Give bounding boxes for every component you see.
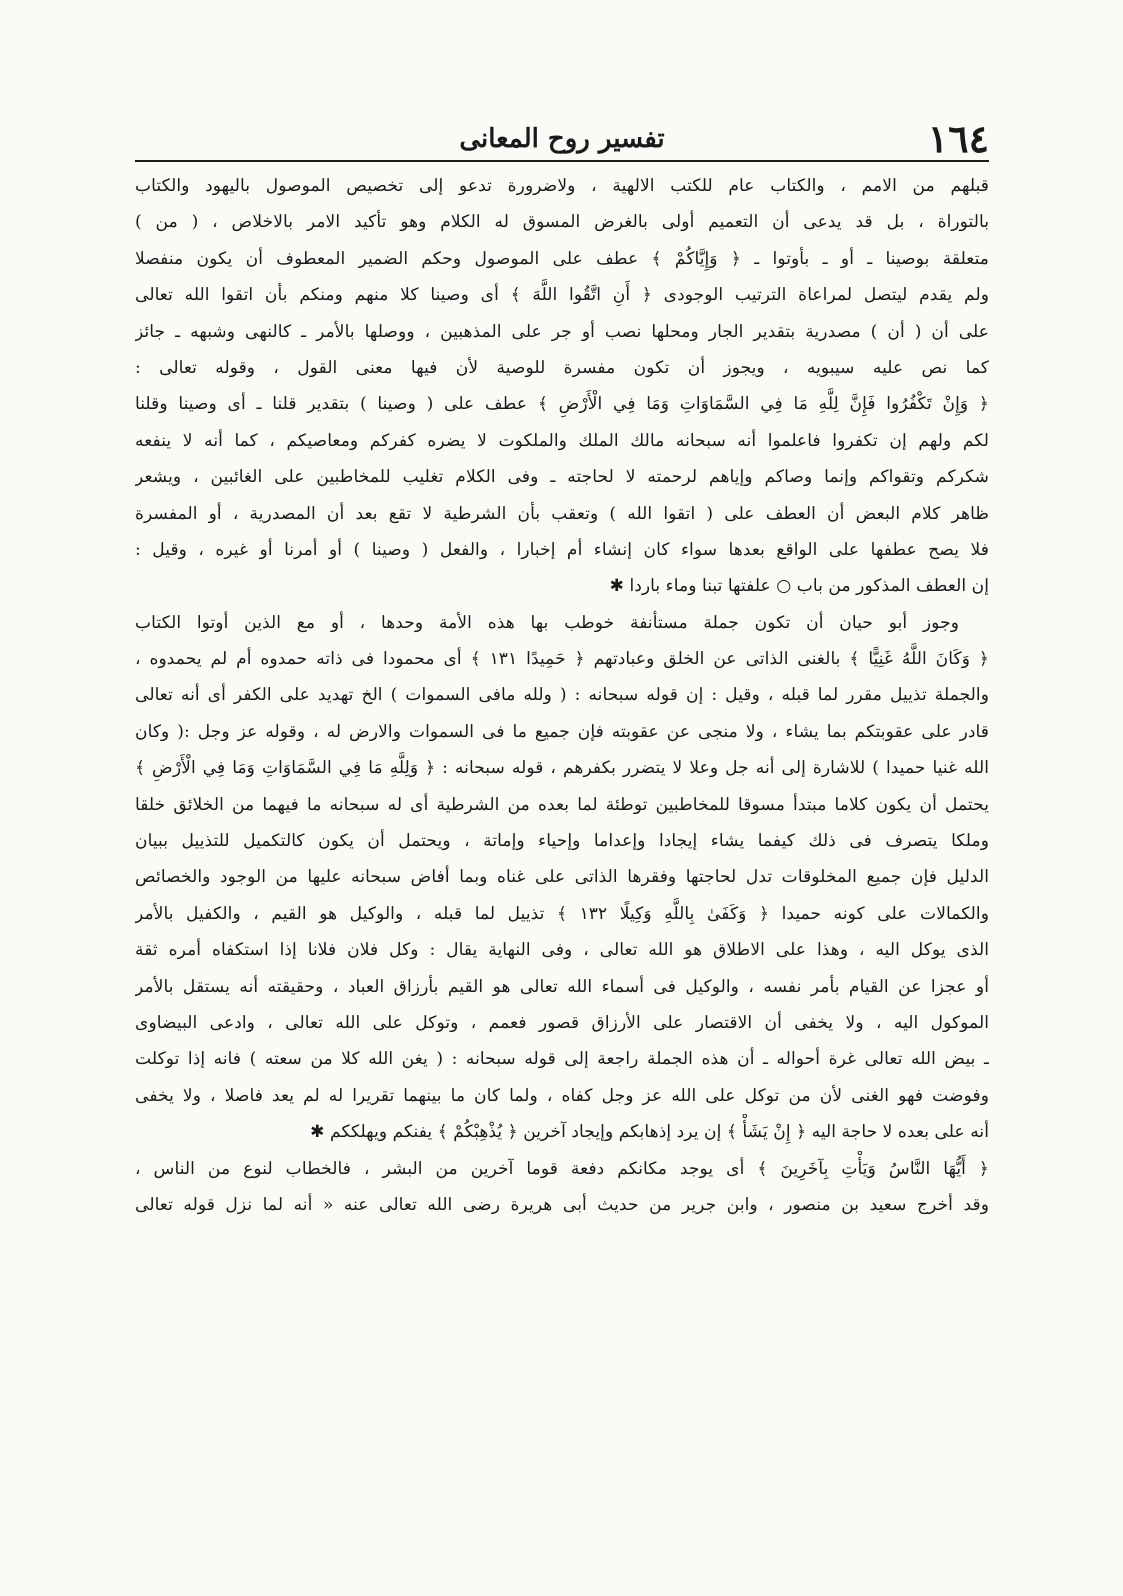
text-line: بالتوراة ، بل قد يدعى أن التعميم أولى بالغرض المسوق له الكلام وهو تأكيد الامر بالاخلاص ، ( من ): [135, 212, 989, 233]
text-line: وملكا يتصرف فى ذلك كيفما يشاء إيجادا وإعداما وإحياء وإماتة ، ويحتمل أن يكون كالتكميل للتذييل ببيان: [135, 831, 989, 852]
text-line: وقد أخرج سعيد بن منصور ، وابن جرير من حديث أبى هريرة رضى الله تعالى عنه « أنه لما نزل قوله تعالى: [135, 1194, 989, 1215]
text-line: والكمالات على كونه حميدا ﴿ وَكَفَىٰ بِاللَّهِ وَكِيلًا ١٣٢ ﴾ تذييل لما قبله ، والوكيل هو القيم ، والكفيل بالأمر: [135, 903, 989, 924]
text-line: أو عجزا عن القيام بأمر نفسه ، والوكيل فى أسماء الله تعالى هو القيم بأرزاق العباد ، وحقيقته أنه يستقل بالأمر: [135, 976, 989, 997]
text-line: قادر على عقوبتكم بما يشاء ، ولا منجى عن عقوبته فإن جميع ما فى السموات والارض له ، وقوله عز وجل :( وكان: [135, 721, 989, 742]
text-line: متعلقة بوصينا ـ أو ـ بأوتوا ـ ﴿ وَإِيَّاكُمْ ﴾ عطف على الموصول وحكم الضمير المعطوف أن يكون منفصلا: [135, 248, 989, 269]
text-line: ﴿ وَإِنْ تَكْفُرُوا فَإِنَّ لِلَّهِ مَا فِي السَّمَاوَاتِ وَمَا فِي الْأَرْضِ ﴾ عطف على ( وصينا ) بتقدير قلنا ـ أى وصينا وقلنا: [135, 394, 989, 415]
text-line: ـ بيض الله تعالى غرة أحواله ـ أن هذه الجملة راجعة إلى قوله سبحانه : ( يغن الله كلا من سعته ) فانه إذا توكلت: [135, 1049, 989, 1070]
text-line: ﴿ وَكَانَ اللَّهُ غَنِيًّا ﴾ بالغنى الذاتى عن الخلق وعبادتهم ﴿ حَمِيدًا ١٣١ ﴾ أى محمودا فى ذاته حمدوه أم لم يحمدوه ،: [135, 649, 989, 670]
text-line: كما نص عليه سيبويه ، ويجوز أن تكون مفسرة للوصية لأن فيها معنى القول ، وقوله تعالى :: [135, 357, 989, 378]
text-line: الدليل فإن جميع المخلوقات تدل لحاجتها وفقرها الذاتى على غناه وبما أفاض سبحانه عليها من الوجود والخصائص: [135, 867, 989, 888]
header-rule: [135, 160, 989, 162]
page-header: [135, 118, 989, 160]
text-line: ولم يقدم ليتصل لمراعاة الترتيب الوجودى ﴿ أَنِ اتَّقُوا اللَّهَ ﴾ أى وصينا كلا منهم ومنكم بأن اتقوا الله تعالى: [135, 285, 989, 306]
text-line: الذى يوكل اليه ، وهذا على الاطلاق هو الله تعالى ، وفى النهاية يقال : وكل فلان فلانا إذا استكفاه أمره ثقة: [135, 940, 989, 961]
text-line: لكم ولهم إن تكفروا فاعلموا أنه سبحانه مالك الملك والملكوت لا يضره كفركم ومعاصيكم ، كما أنه لا ينفعه: [135, 430, 989, 451]
text-line: يحتمل أن يكون كلاما مبتدأ مسوقا للمخاطبين توطئة لما بعده من الشرطية أى له سبحانه ما فيهما من الخلائق خلقا: [135, 794, 989, 815]
text-line: الموكول اليه ، ولا يخفى أن الاقتصار على الأرزاق قصور فعمم ، وتوكل على الله تعالى ، وادعى البيضاوى: [135, 1012, 989, 1033]
text-line: وجوز أبو حيان أن تكون جملة مستأنفة خوطب بها هذه الأمة وحدها ، أو مع الذين أوتوا الكتاب: [135, 612, 959, 633]
text-line: فلا يصح عطفها على الواقع بعدها سواء كان إنشاء أم إخبارا ، والفعل ( وصينا ) أو أمرنا أو غيره ، وقيل :: [135, 539, 989, 560]
text-line: أنه على بعده لا حاجة اليه ﴿ إِنْ يَشَأْ ﴾ إن يرد إذهابكم وإيجاد آخرين ﴿ يُذْهِبْكُمْ ﴾ يفنكم ويهلككم ✱: [310, 1122, 989, 1143]
page-title: تفسير روح المعانى: [459, 124, 665, 154]
text-line: ظاهر كلام البعض أن العطف على ( اتقوا الله ) وتعقب بأن الشرطية لا تقع بعد أن المصدرية ، أو المفسرة: [135, 503, 989, 524]
text-line: على أن ( أن ) مصدرية بتقدير الجار ومحلها نصب أو جر على المذهبين ، ووصلها بالأمر ـ كالنهى وشبهه ـ جائز: [135, 321, 989, 342]
body-text: [135, 168, 989, 1223]
text-line: قبلهم من الامم ، والكتاب عام للكتب الالهية ، ولاضرورة تدعو إلى تخصيص الموصول باليهود والكتاب: [135, 176, 989, 196]
text-line: شكركم وتقواكم وإنما وصاكم وإياهم لرحمته لا لحاجته ـ وفى الكلام تغليب للمخاطبين على الغائبين ، ويشعر: [135, 467, 989, 488]
page-number: ١٦٤: [927, 116, 989, 161]
text-line: والجملة تذييل مقرر لما قبله ، وقيل : إن قوله سبحانه : ( ولله مافى السموات ) الخ تهديد على الكفر أى أنه تعالى: [135, 685, 989, 706]
text-line: إن العطف المذكور من باب ○ علفتها تبنا وماء باردا ✱: [609, 576, 989, 597]
text-line: ﴿ أَيُّهَا النَّاسُ وَيَأْتِ بِآخَرِينَ ﴾ أى يوجد مكانكم دفعة قوما آخرين من البشر ، فالخطاب لنوع من الناس ،: [135, 1158, 989, 1179]
text-line: وفوضت فهو الغنى لأن من توكل على الله عز وجل كفاه ، ولما كان ما بينهما تقريرا له لم يعد فاصلا ، ولا يخفى: [135, 1085, 989, 1106]
text-line: الله غنيا حميدا ) للاشارة إلى أنه جل وعلا لا يتضرر بكفرهم ، قوله سبحانه : ﴿ وَلِلَّهِ مَا فِي السَّمَاوَاتِ وَمَا فِي الْأَرْضِ ﴾: [135, 758, 989, 779]
